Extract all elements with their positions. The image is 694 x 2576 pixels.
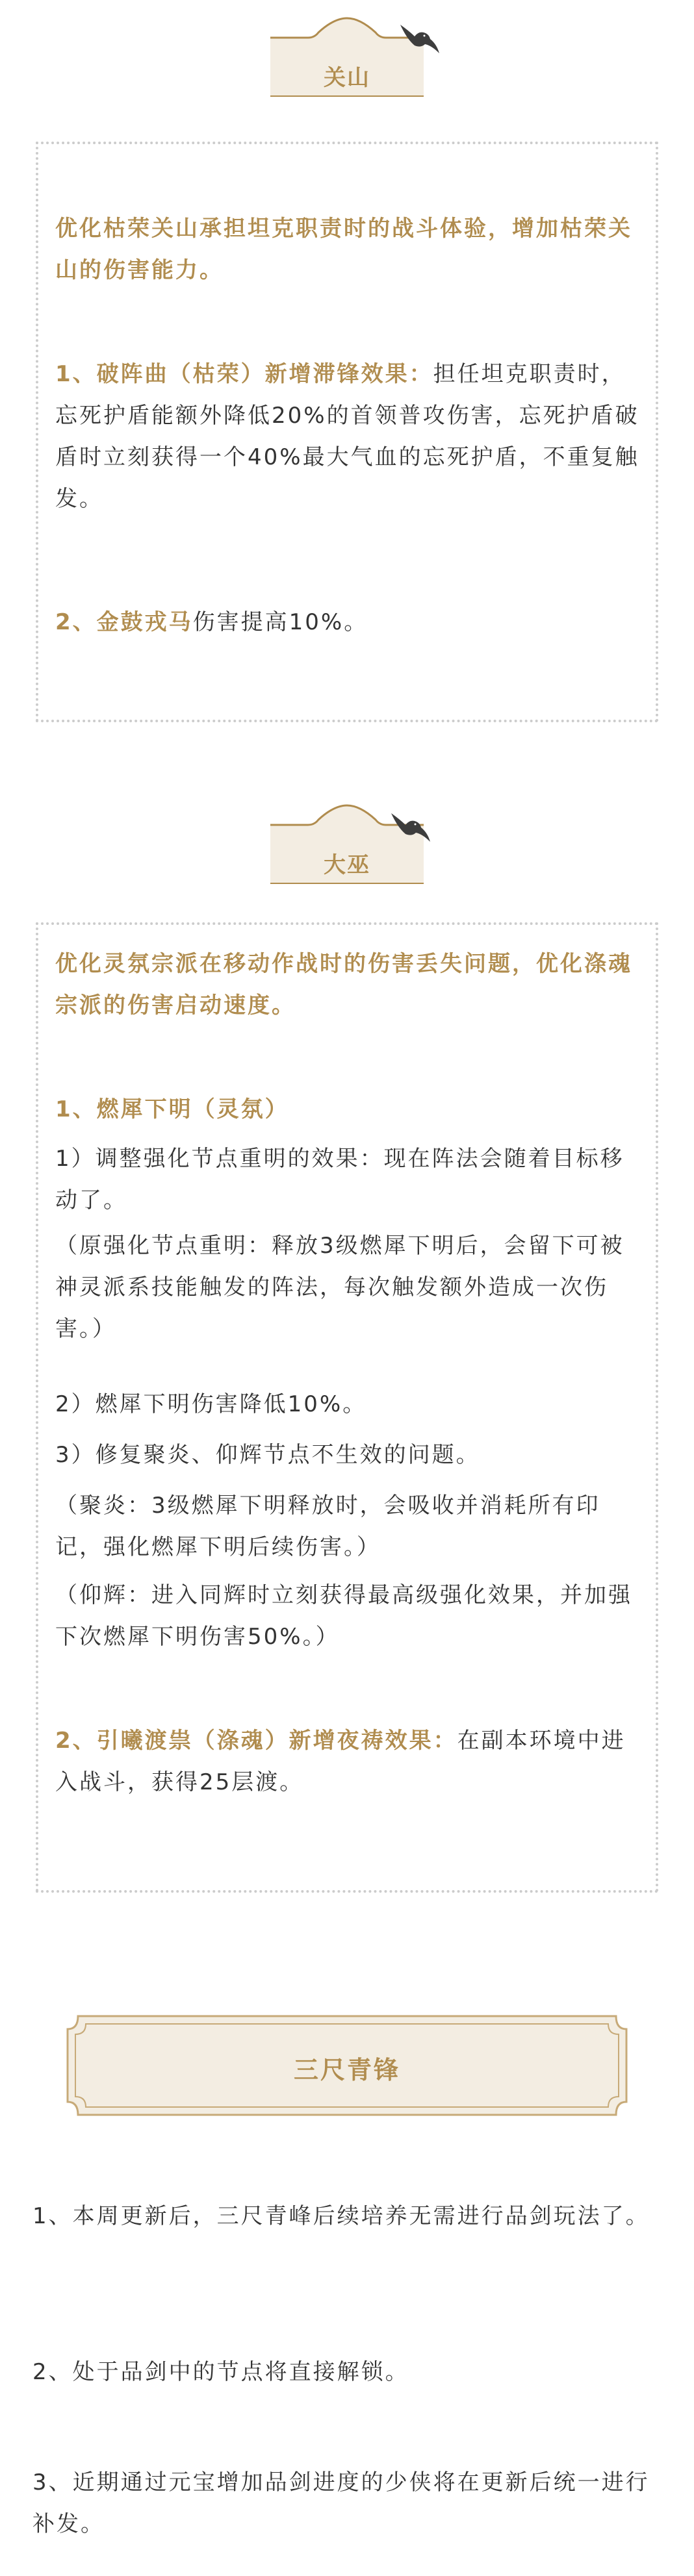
item-heading: 2、引曦渡祟（涤魂）新增夜祷效果：	[55, 1728, 457, 1754]
item-heading: 1、燃犀下明（灵氛）	[55, 1096, 289, 1122]
item-body: 担任坦克职责时，忘死护盾能额外降低20%的首领普攻伤害，忘死护盾破盾时立刻获得一个40%最大气血的忘死护盾，不重复触发。	[55, 361, 639, 512]
buff-item-2	[55, 1720, 640, 1803]
buff-item-2	[55, 601, 640, 643]
item-heading: 1、破阵曲（枯荣）新增滞锋效果：	[55, 361, 433, 387]
sub-item: 2）燃犀下明伤害降低10%。	[55, 1391, 367, 1417]
sub-item: 1）调整强化节点重明的效果：现在阵法会随着目标移动了。	[55, 1146, 624, 1213]
notice-paragraph: 1、本周更新后，三尺青峰后续培养无需进行品剑玩法了。	[32, 2203, 650, 2229]
section-title: 大巫	[324, 852, 370, 878]
sub-item-note: （仰辉：进入同辉时立刻获得最高级强化效果，并加强下次燃犀下明伤害50%。）	[55, 1582, 632, 1650]
section-title: 关山	[324, 65, 370, 91]
sub-item-note: （聚炎：3级燃犀下明释放时，会吸收并消耗所有印记，强化燃犀下明后续伤害。）	[55, 1493, 600, 1560]
section-intro: 优化枯荣关山承担坦克职责时的战斗体验，增加枯荣关山的伤害能力。	[55, 216, 632, 283]
sub-item: 3）修复聚炎、仰辉节点不生效的问题。	[55, 1442, 480, 1468]
swallow-icon	[395, 19, 441, 55]
notice-paragraph: 2、处于品剑中的节点将直接解锁。	[32, 2359, 409, 2385]
section-title: 三尺青锋	[293, 2056, 400, 2084]
swallow-icon	[386, 808, 431, 844]
buff-item-1	[55, 353, 640, 520]
item-heading: 2、金鼓戎马	[55, 609, 193, 635]
sub-item-note: （原强化节点重明：释放3级燃犀下明后，会留下可被神灵派系技能触发的阵法，每次触发额外造成一次伤害。）	[55, 1233, 624, 1342]
section-title-tag	[0, 13, 694, 97]
item-body: 伤害提高10%。	[192, 609, 368, 635]
notice-paragraph: 3、近期通过元宝增加品剑进度的少侠将在更新后统一进行补发。	[32, 2469, 650, 2537]
item-body: 在副本环境中进入战斗，获得25层渡。	[55, 1728, 626, 1795]
section-title-tag	[0, 800, 694, 885]
section-intro: 优化灵氛宗派在移动作战时的伤害丢失问题，优化涤魂宗派的伤害启动速度。	[55, 951, 632, 1018]
